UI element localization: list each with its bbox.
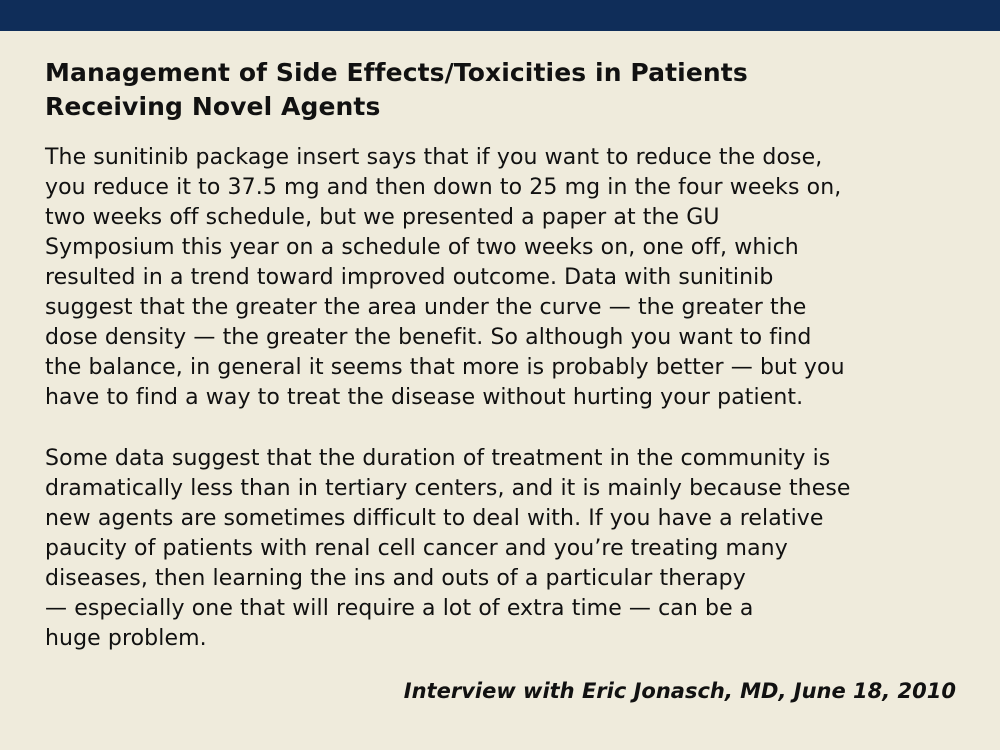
top-banner-bar <box>0 0 1000 31</box>
paragraph-line: new agents are sometimes difficult to deal with. If you have a relative <box>45 506 824 531</box>
paragraph-line: you reduce it to 37.5 mg and then down to 25 mg in the four weeks on, <box>45 175 842 200</box>
slide-title <box>45 56 945 124</box>
paragraph-line: two weeks off schedule, but we presented a paper at the GU <box>45 205 720 230</box>
paragraph-line: diseases, then learning the ins and outs of a particular therapy <box>45 566 746 591</box>
interview-attribution: Interview with Eric Jonasch, MD, June 18, 2010 <box>403 679 956 703</box>
paragraph-line: — especially one that will require a lot of extra time — can be a <box>45 596 754 621</box>
body-paragraph-1 <box>45 143 975 413</box>
paragraph-line: dramatically less than in tertiary centers, and it is mainly because these <box>45 476 851 501</box>
paragraph-line: the balance, in general it seems that more is probably better — but you <box>45 355 845 380</box>
paragraph-line: Symposium this year on a schedule of two weeks on, one off, which <box>45 235 799 260</box>
paragraph-line: Some data suggest that the duration of treatment in the community is <box>45 446 831 471</box>
paragraph-line: suggest that the greater the area under the curve — the greater the <box>45 295 807 320</box>
paragraph-line: dose density — the greater the benefit. So although you want to find <box>45 325 812 350</box>
slide-title-line: Management of Side Effects/Toxicities in Patients <box>45 58 748 87</box>
slide-title-line: Receiving Novel Agents <box>45 92 381 121</box>
paragraph-line: paucity of patients with renal cell cancer and you’re treating many <box>45 536 788 561</box>
presentation-slide <box>0 31 1000 750</box>
paragraph-line: resulted in a trend toward improved outcome. Data with sunitinib <box>45 265 774 290</box>
paragraph-line: have to find a way to treat the disease without hurting your patient. <box>45 385 804 410</box>
paragraph-line: The sunitinib package insert says that if you want to reduce the dose, <box>45 145 823 170</box>
body-paragraph-2 <box>45 444 975 654</box>
paragraph-line: huge problem. <box>45 626 207 651</box>
